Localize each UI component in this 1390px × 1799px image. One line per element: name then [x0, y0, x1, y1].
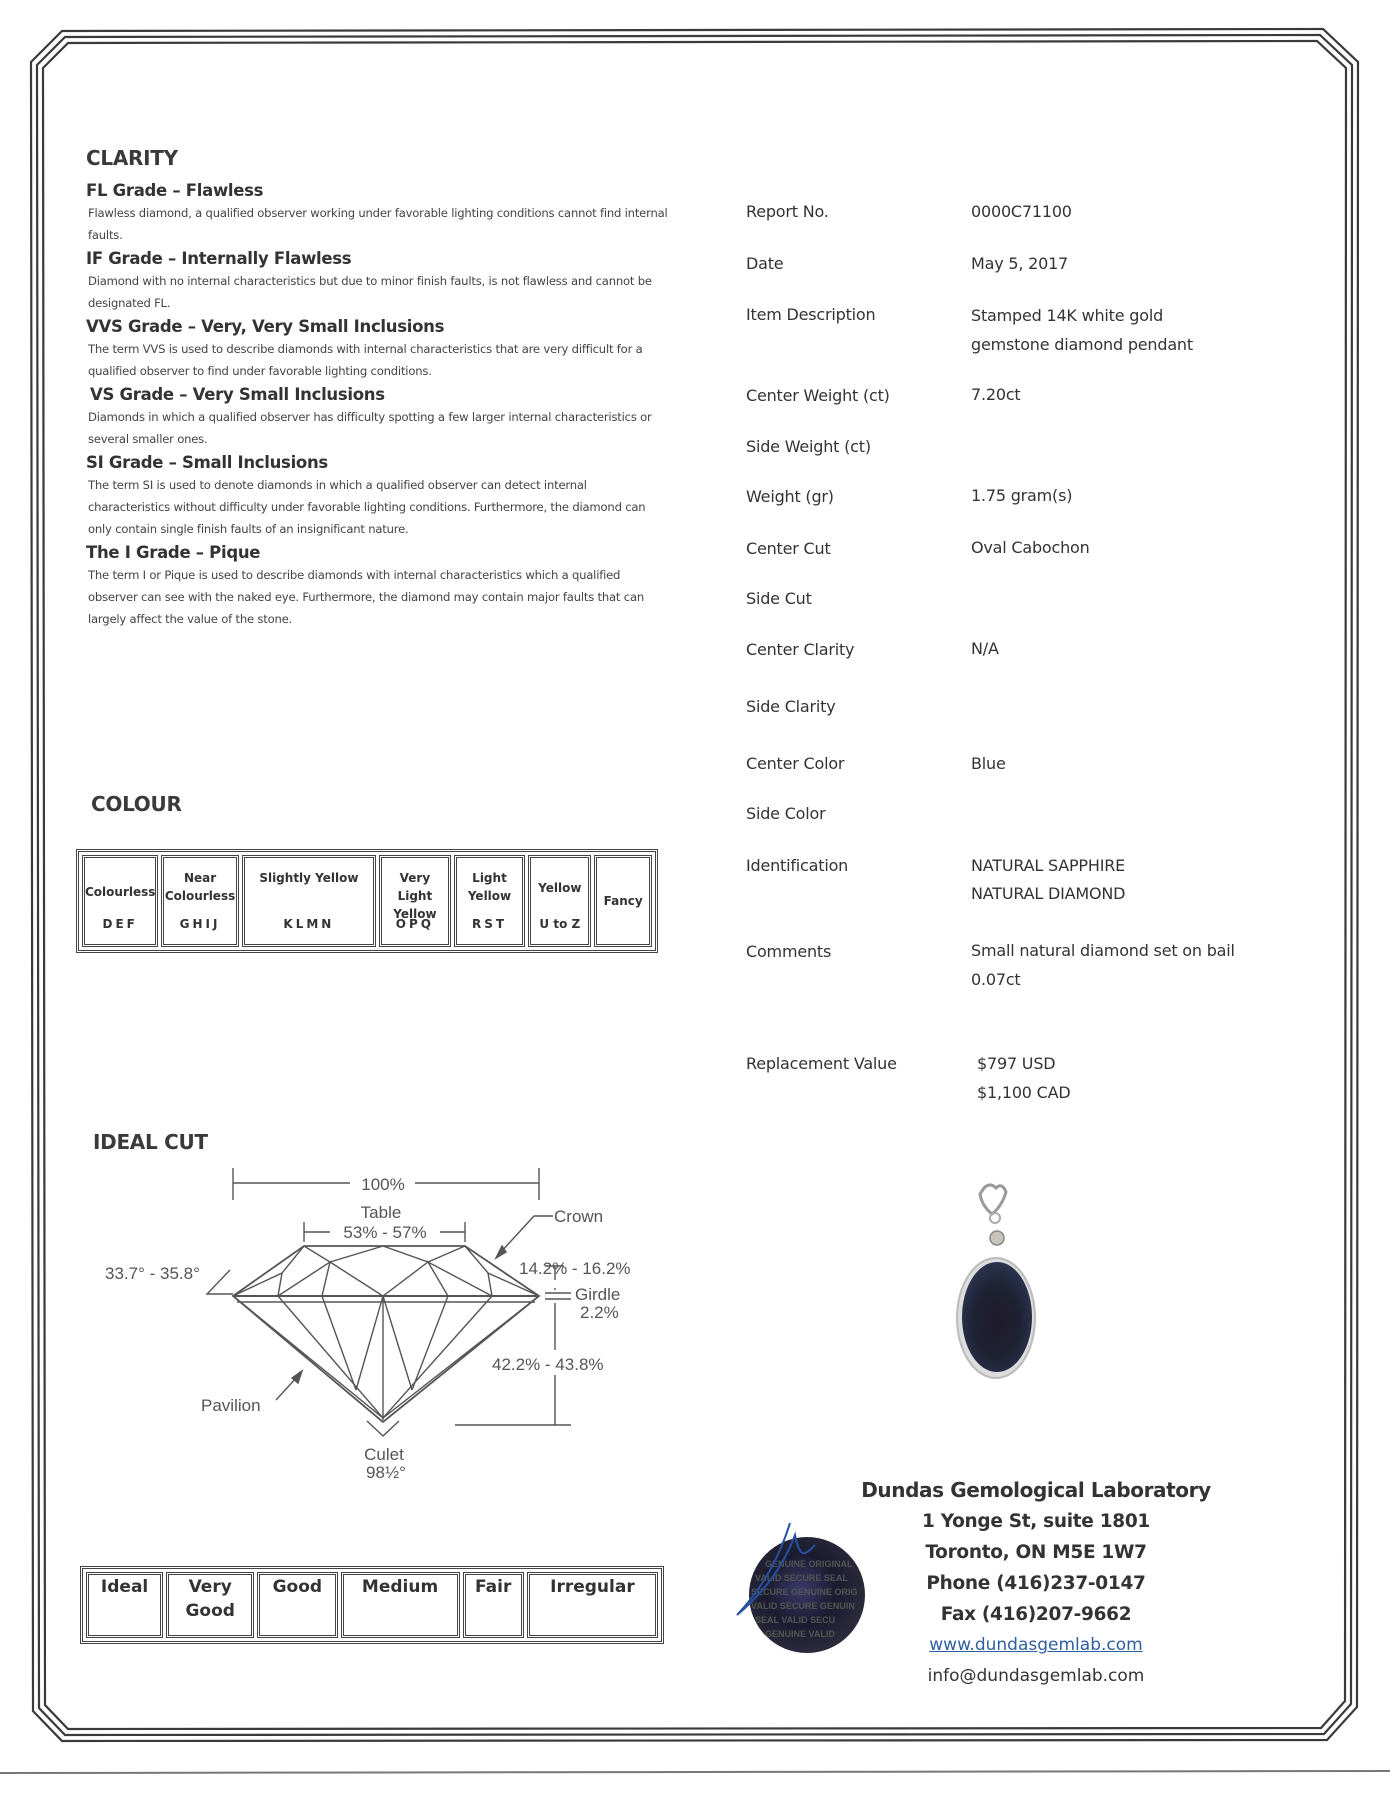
- side-weight-label: Side Weight (ct): [746, 437, 871, 456]
- lab-fax: Fax (416)207-9662: [940, 1604, 1132, 1625]
- item-description-line1: Stamped 14K white gold: [971, 306, 1164, 325]
- comments-label: Comments: [746, 942, 832, 961]
- ideal-cut-title: IDEAL CUT: [93, 1130, 208, 1154]
- cut-grade-cell: Irregular: [527, 1572, 658, 1638]
- identification-line2: NATURAL DIAMOND: [971, 884, 1126, 903]
- svg-text:SEAL VALID SECU: SEAL VALID SECU: [755, 1615, 836, 1625]
- grade-heading: VVS Grade – Very, Very Small Inclusions: [86, 317, 445, 336]
- cut-grade-cell: Ideal: [86, 1572, 163, 1638]
- replacement-value-cad: $1,100 CAD: [977, 1083, 1071, 1102]
- item-description-label: Item Description: [746, 305, 876, 324]
- girdle-value: 2.2%: [580, 1303, 619, 1322]
- svg-text:SECURE GENUINE ORIG: SECURE GENUINE ORIG: [751, 1587, 858, 1597]
- grade-heading: FL Grade – Flawless: [86, 181, 264, 200]
- colour-cell: Light Yellow RST: [454, 855, 526, 947]
- svg-text:GENUINE VALID: GENUINE VALID: [765, 1629, 835, 1639]
- weight-label: Weight (gr): [746, 487, 834, 506]
- lab-contact-block: [836, 1475, 1236, 1692]
- diameter-label: 100%: [361, 1175, 405, 1194]
- colour-cell: Fancy: [594, 855, 652, 947]
- cut-grade-cell: Medium: [341, 1572, 460, 1638]
- grade-heading: The I Grade – Pique: [86, 543, 261, 562]
- identification-line1: NATURAL SAPPHIRE: [971, 856, 1126, 875]
- lab-phone: Phone (416)237-0147: [926, 1573, 1146, 1594]
- lab-address-line2: Toronto, ON M5E 1W7: [925, 1542, 1147, 1563]
- grade-heading: VS Grade – Very Small Inclusions: [90, 385, 385, 404]
- culet-angle: 98½°: [366, 1463, 406, 1482]
- colour-title: COLOUR: [91, 792, 182, 816]
- center-cut-value: Oval Cabochon: [971, 538, 1090, 557]
- colour-cell: Slightly Yellow KLMN: [242, 855, 376, 947]
- grade-description: The term VVS is used to describe diamonds with internal characteristics that are very difficult for a qualified observer to find under favorable lighting conditions.: [88, 342, 643, 378]
- replacement-value-usd: $797 USD: [977, 1054, 1056, 1073]
- report-no-label: Report No.: [746, 202, 829, 221]
- clarity-title: CLARITY: [86, 146, 178, 170]
- table-label: Table: [360, 1203, 402, 1222]
- center-clarity-label: Center Clarity: [746, 640, 855, 659]
- center-weight-value: 7.20ct: [971, 385, 1021, 404]
- colour-cell: Yellow U to Z: [528, 855, 591, 947]
- center-color-label: Center Color: [746, 754, 845, 773]
- crown-height: 14.2% - 16.2%: [519, 1259, 631, 1278]
- table-range: 53% - 57%: [343, 1223, 427, 1242]
- side-color-label: Side Color: [746, 804, 826, 823]
- center-weight-label: Center Weight (ct): [746, 386, 890, 405]
- comments-line2: 0.07ct: [971, 970, 1021, 989]
- grade-description: The term SI is used to denote diamonds in which a qualified observer can detect internal characteristics without difficulty under favorable lighting conditions. Furthermore, the diamond can only contain single finish faults of an insignificant nature.: [88, 478, 646, 536]
- lab-name: Dundas Gemological Laboratory: [861, 1478, 1211, 1502]
- pavilion-depth: 42.2% - 43.8%: [492, 1355, 604, 1374]
- svg-text:VALID SECURE SEAL: VALID SECURE SEAL: [755, 1573, 848, 1583]
- cut-grade-table: [80, 1566, 664, 1644]
- svg-text:VALID SECURE GENUIN: VALID SECURE GENUIN: [751, 1601, 855, 1611]
- replacement-value-label: Replacement Value: [746, 1054, 897, 1073]
- cut-grade-cell: Very Good: [166, 1572, 254, 1638]
- grade-heading: SI Grade – Small Inclusions: [86, 453, 328, 472]
- item-description-line2: gemstone diamond pendant: [971, 335, 1193, 354]
- colour-cell: Near Colourless GHIJ: [161, 855, 238, 947]
- center-clarity-value: N/A: [971, 639, 999, 658]
- report-no-value: 0000C71100: [971, 202, 1072, 221]
- pavilion-label: Pavilion: [201, 1396, 261, 1415]
- crown-angle: 33.7° - 35.8°: [105, 1264, 200, 1283]
- grade-description: Diamonds in which a qualified observer has difficulty spotting a few larger internal characteristics or several smaller ones.: [88, 410, 652, 446]
- colour-cell: Colourless DEF: [82, 855, 158, 947]
- girdle-label: Girdle: [575, 1285, 621, 1304]
- colour-cell: Very Light Yellow OPQ: [379, 855, 451, 947]
- grade-description: The term I or Pique is used to describe diamonds with internal characteristics which a qualified observer can see with the naked eye. Furthermore, the diamond may contain major faults that can largely affect the value of the stone.: [88, 568, 644, 626]
- identification-label: Identification: [746, 856, 849, 875]
- date-label: Date: [746, 254, 784, 273]
- lab-website-link[interactable]: www.dundasgemlab.com: [929, 1635, 1143, 1655]
- side-cut-label: Side Cut: [746, 589, 812, 608]
- culet-label: Culet: [364, 1445, 404, 1464]
- weight-value: 1.75 gram(s): [971, 486, 1073, 505]
- grade-description: Diamond with no internal characteristics but due to minor finish faults, is not flawless and cannot be designated FL.: [88, 274, 652, 310]
- center-cut-label: Center Cut: [746, 539, 831, 558]
- lab-address-line1: 1 Yonge St, suite 1801: [921, 1511, 1150, 1532]
- cut-grade-cell: Fair: [463, 1572, 524, 1638]
- date-value: May 5, 2017: [971, 254, 1069, 273]
- center-color-value: Blue: [971, 754, 1006, 773]
- grade-heading: IF Grade – Internally Flawless: [86, 249, 352, 268]
- cut-grade-cell: Good: [257, 1572, 337, 1638]
- lab-email: info@dundasgemlab.com: [927, 1666, 1145, 1686]
- grade-description: Flawless diamond, a qualified observer working under favorable lighting conditions cannot find internal faults.: [88, 206, 668, 242]
- pendant-photo: [940, 1180, 1050, 1390]
- side-clarity-label: Side Clarity: [746, 697, 836, 716]
- svg-text:GENUINE ORIGINAL: GENUINE ORIGINAL: [765, 1559, 853, 1569]
- crown-label: Crown: [554, 1207, 604, 1226]
- comments-line1: Small natural diamond set on bail: [971, 941, 1235, 960]
